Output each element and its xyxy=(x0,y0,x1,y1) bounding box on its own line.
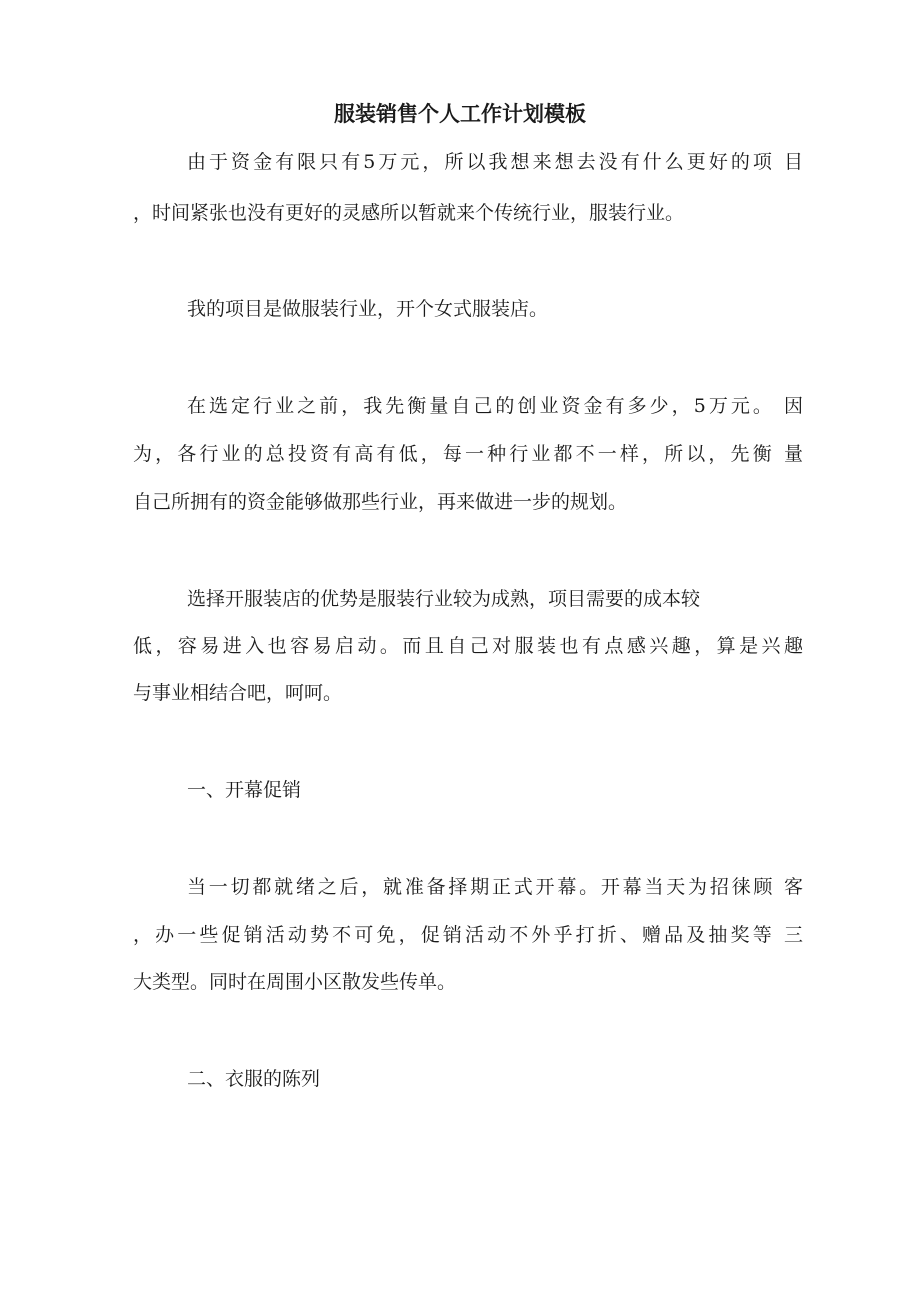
paragraph-1-line-2: ，时间紧张也没有更好的灵感所以暂就来个传统行业，服装行业。 xyxy=(133,202,685,224)
paragraph-2-line-1: 我的项目是做服装行业，开个女式服装店。 xyxy=(187,298,549,320)
paragraph-5-line-2: ，办一些促销活动势不可免，促销活动不外乎打折、赠品及抽奖等 三 xyxy=(133,924,803,946)
paragraph-4-line-2: 低，容易进入也容易启动。而且自己对服装也有点感兴趣，算是兴趣 xyxy=(133,635,803,657)
paragraph-4-line-3: 与事业相结合吧，呵呵。 xyxy=(133,682,343,704)
paragraph-3-line-1: 在选定行业之前，我先衡量自己的创业资金有多少，5万元。 因 xyxy=(187,395,803,417)
paragraph-3-line-3: 自己所拥有的资金能够做那些行业，再来做进一步的规划。 xyxy=(133,491,628,513)
paragraph-5-line-3: 大类型。同时在周围小区散发些传单。 xyxy=(133,971,457,993)
paragraph-5-line-1: 当一切都就绪之后，就准备择期正式开幕。开幕当天为招徕顾 客 xyxy=(187,876,803,898)
document-title: 服装销售个人工作计划模板 xyxy=(334,101,586,126)
section-heading-2: 二、衣服的陈列 xyxy=(187,1068,321,1090)
paragraph-1-line-1: 由于资金有限只有5万元，所以我想来想去没有什么更好的项 目 xyxy=(187,151,803,173)
paragraph-3-line-2: 为，各行业的总投资有高有低，每一种行业都不一样，所以，先衡 量 xyxy=(133,443,803,465)
section-heading-1: 一、开幕促销 xyxy=(187,779,302,801)
paragraph-4-line-1: 选择开服装店的优势是服装行业较为成熟，项目需要的成本较 xyxy=(187,588,701,610)
